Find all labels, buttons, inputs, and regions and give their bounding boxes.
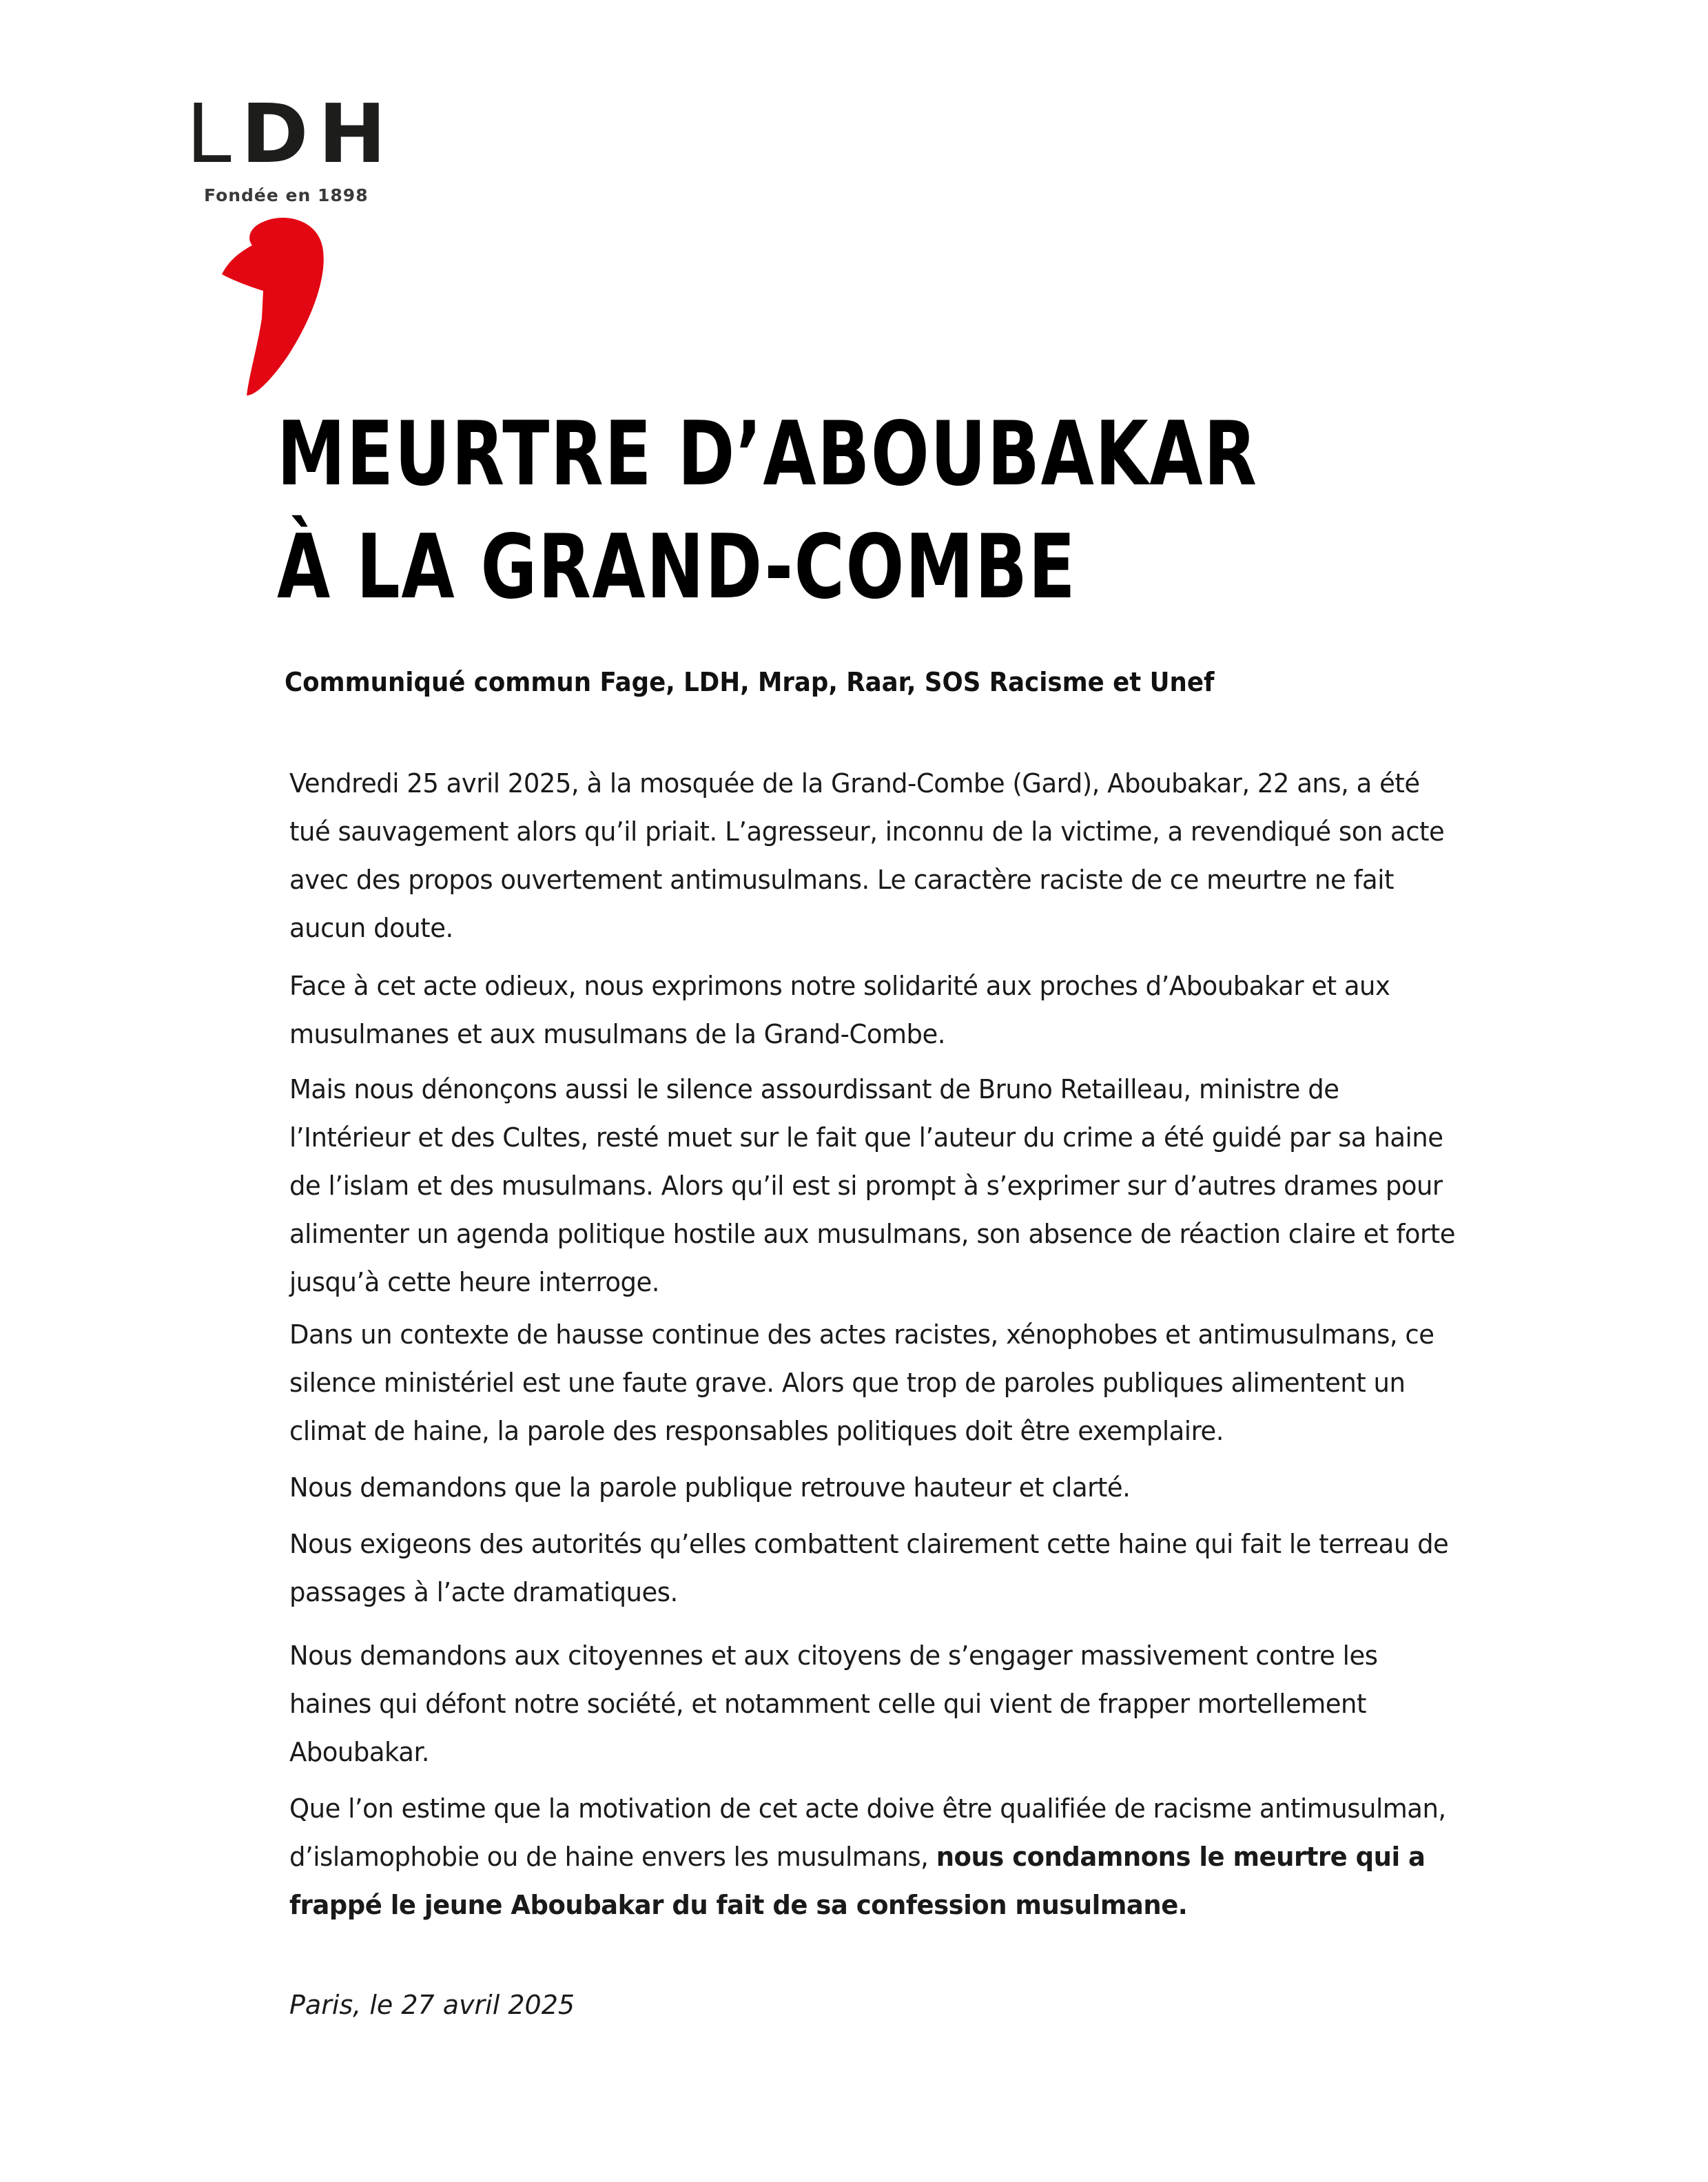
text-bold-condemnation: nous condamnons le meurtre qui a bbox=[936, 1842, 1426, 1872]
text-line: avec des propos ouvertement antimusulmans. Le caractère raciste de ce meurtre ne fait bbox=[289, 865, 1395, 895]
title-line-2: À LA GRAND-COMBE bbox=[277, 516, 1077, 619]
text-line: jusqu’à cette heure interroge. bbox=[289, 1267, 660, 1297]
text-line: Mais nous dénonçons aussi le silence assourdissant de Bruno Retailleau, ministre de bbox=[289, 1074, 1339, 1104]
paragraph-incident bbox=[289, 759, 1550, 952]
paragraph-minister-silence bbox=[289, 1065, 1550, 1306]
text-line: Nous demandons que la parole publique retrouve hauteur et clarté. bbox=[289, 1472, 1131, 1503]
paragraph-context bbox=[289, 1310, 1550, 1455]
paragraph-condemnation bbox=[289, 1784, 1550, 1929]
logo-wordmark bbox=[186, 86, 389, 181]
logo-letter-d: D bbox=[240, 86, 311, 181]
text-line: haines qui défont notre société, et notamment celle qui vient de frapper mortellement bbox=[289, 1689, 1366, 1719]
text-line: musulmanes et aux musulmans de la Grand-Combe. bbox=[289, 1019, 946, 1049]
ldh-logo bbox=[186, 86, 389, 205]
text-line: Que l’on estime que la motivation de cet acte doive être qualifiée de racisme antimusulman, bbox=[289, 1793, 1446, 1824]
text-line: climat de haine, la parole des responsables politiques doit être exemplaire. bbox=[289, 1416, 1224, 1446]
text-line: passages à l’acte dramatiques. bbox=[289, 1577, 678, 1607]
text-bold-condemnation: frappé le jeune Aboubakar du fait de sa confession musulmane. bbox=[289, 1890, 1188, 1920]
text-regular: d’islamophobie ou de haine envers les musulmans, bbox=[289, 1842, 936, 1872]
logo-tagline: Fondée en 1898 bbox=[204, 185, 369, 205]
logo-letter-l: L bbox=[186, 86, 234, 181]
logo-letter-h: H bbox=[318, 86, 389, 181]
red-cockerel-head-icon bbox=[222, 215, 325, 395]
paragraph-solidarity bbox=[289, 962, 1550, 1058]
text-line: tué sauvagement alors qu’il priait. L’agresseur, inconnu de la victime, a revendiqué son acte bbox=[289, 816, 1445, 847]
logo-mark-shape bbox=[222, 218, 324, 395]
text-line: Nous exigeons des autorités qu’elles combattent clairement cette haine qui fait le terreau de bbox=[289, 1529, 1449, 1559]
text-line: Dans un contexte de hausse continue des actes racistes, xénophobes et antimusulmans, ce bbox=[289, 1319, 1434, 1350]
press-release-body bbox=[289, 759, 1550, 1929]
text-line: silence ministériel est une faute grave. Alors que trop de paroles publiques alimentent un bbox=[289, 1368, 1406, 1398]
text-line: Vendredi 25 avril 2025, à la mosquée de la Grand-Combe (Gard), Aboubakar, 22 ans, a été bbox=[289, 768, 1420, 799]
paragraph-call-to-citizens bbox=[289, 1632, 1550, 1776]
paragraph-demand-public-speech bbox=[289, 1463, 1550, 1512]
signature-place-date: Paris, le 27 avril 2025 bbox=[289, 1990, 575, 2020]
page-title bbox=[277, 398, 1258, 624]
text-line: aucun doute. bbox=[289, 913, 453, 943]
text-line bbox=[289, 1833, 1516, 1881]
text-line: alimenter un agenda politique hostile aux musulmans, son absence de réaction claire et forte bbox=[289, 1219, 1456, 1249]
press-release-subtitle: Communiqué commun Fage, LDH, Mrap, Raar, SOS Racisme et Unef bbox=[285, 667, 1215, 697]
text-line: Aboubakar. bbox=[289, 1737, 430, 1767]
title-line-1: MEURTRE D’ABOUBAKAR bbox=[277, 403, 1258, 506]
text-line: de l’islam et des musulmans. Alors qu’il est si prompt à s’exprimer sur d’autres drames pour bbox=[289, 1171, 1443, 1201]
text-line: l’Intérieur et des Cultes, resté muet sur le fait que l’auteur du crime a été guidé par sa haine bbox=[289, 1122, 1443, 1153]
text-line: Nous demandons aux citoyennes et aux citoyens de s’engager massivement contre les bbox=[289, 1640, 1378, 1671]
paragraph-demand-authorities bbox=[289, 1520, 1550, 1616]
text-line: Face à cet acte odieux, nous exprimons notre solidarité aux proches d’Aboubakar et aux bbox=[289, 971, 1390, 1001]
